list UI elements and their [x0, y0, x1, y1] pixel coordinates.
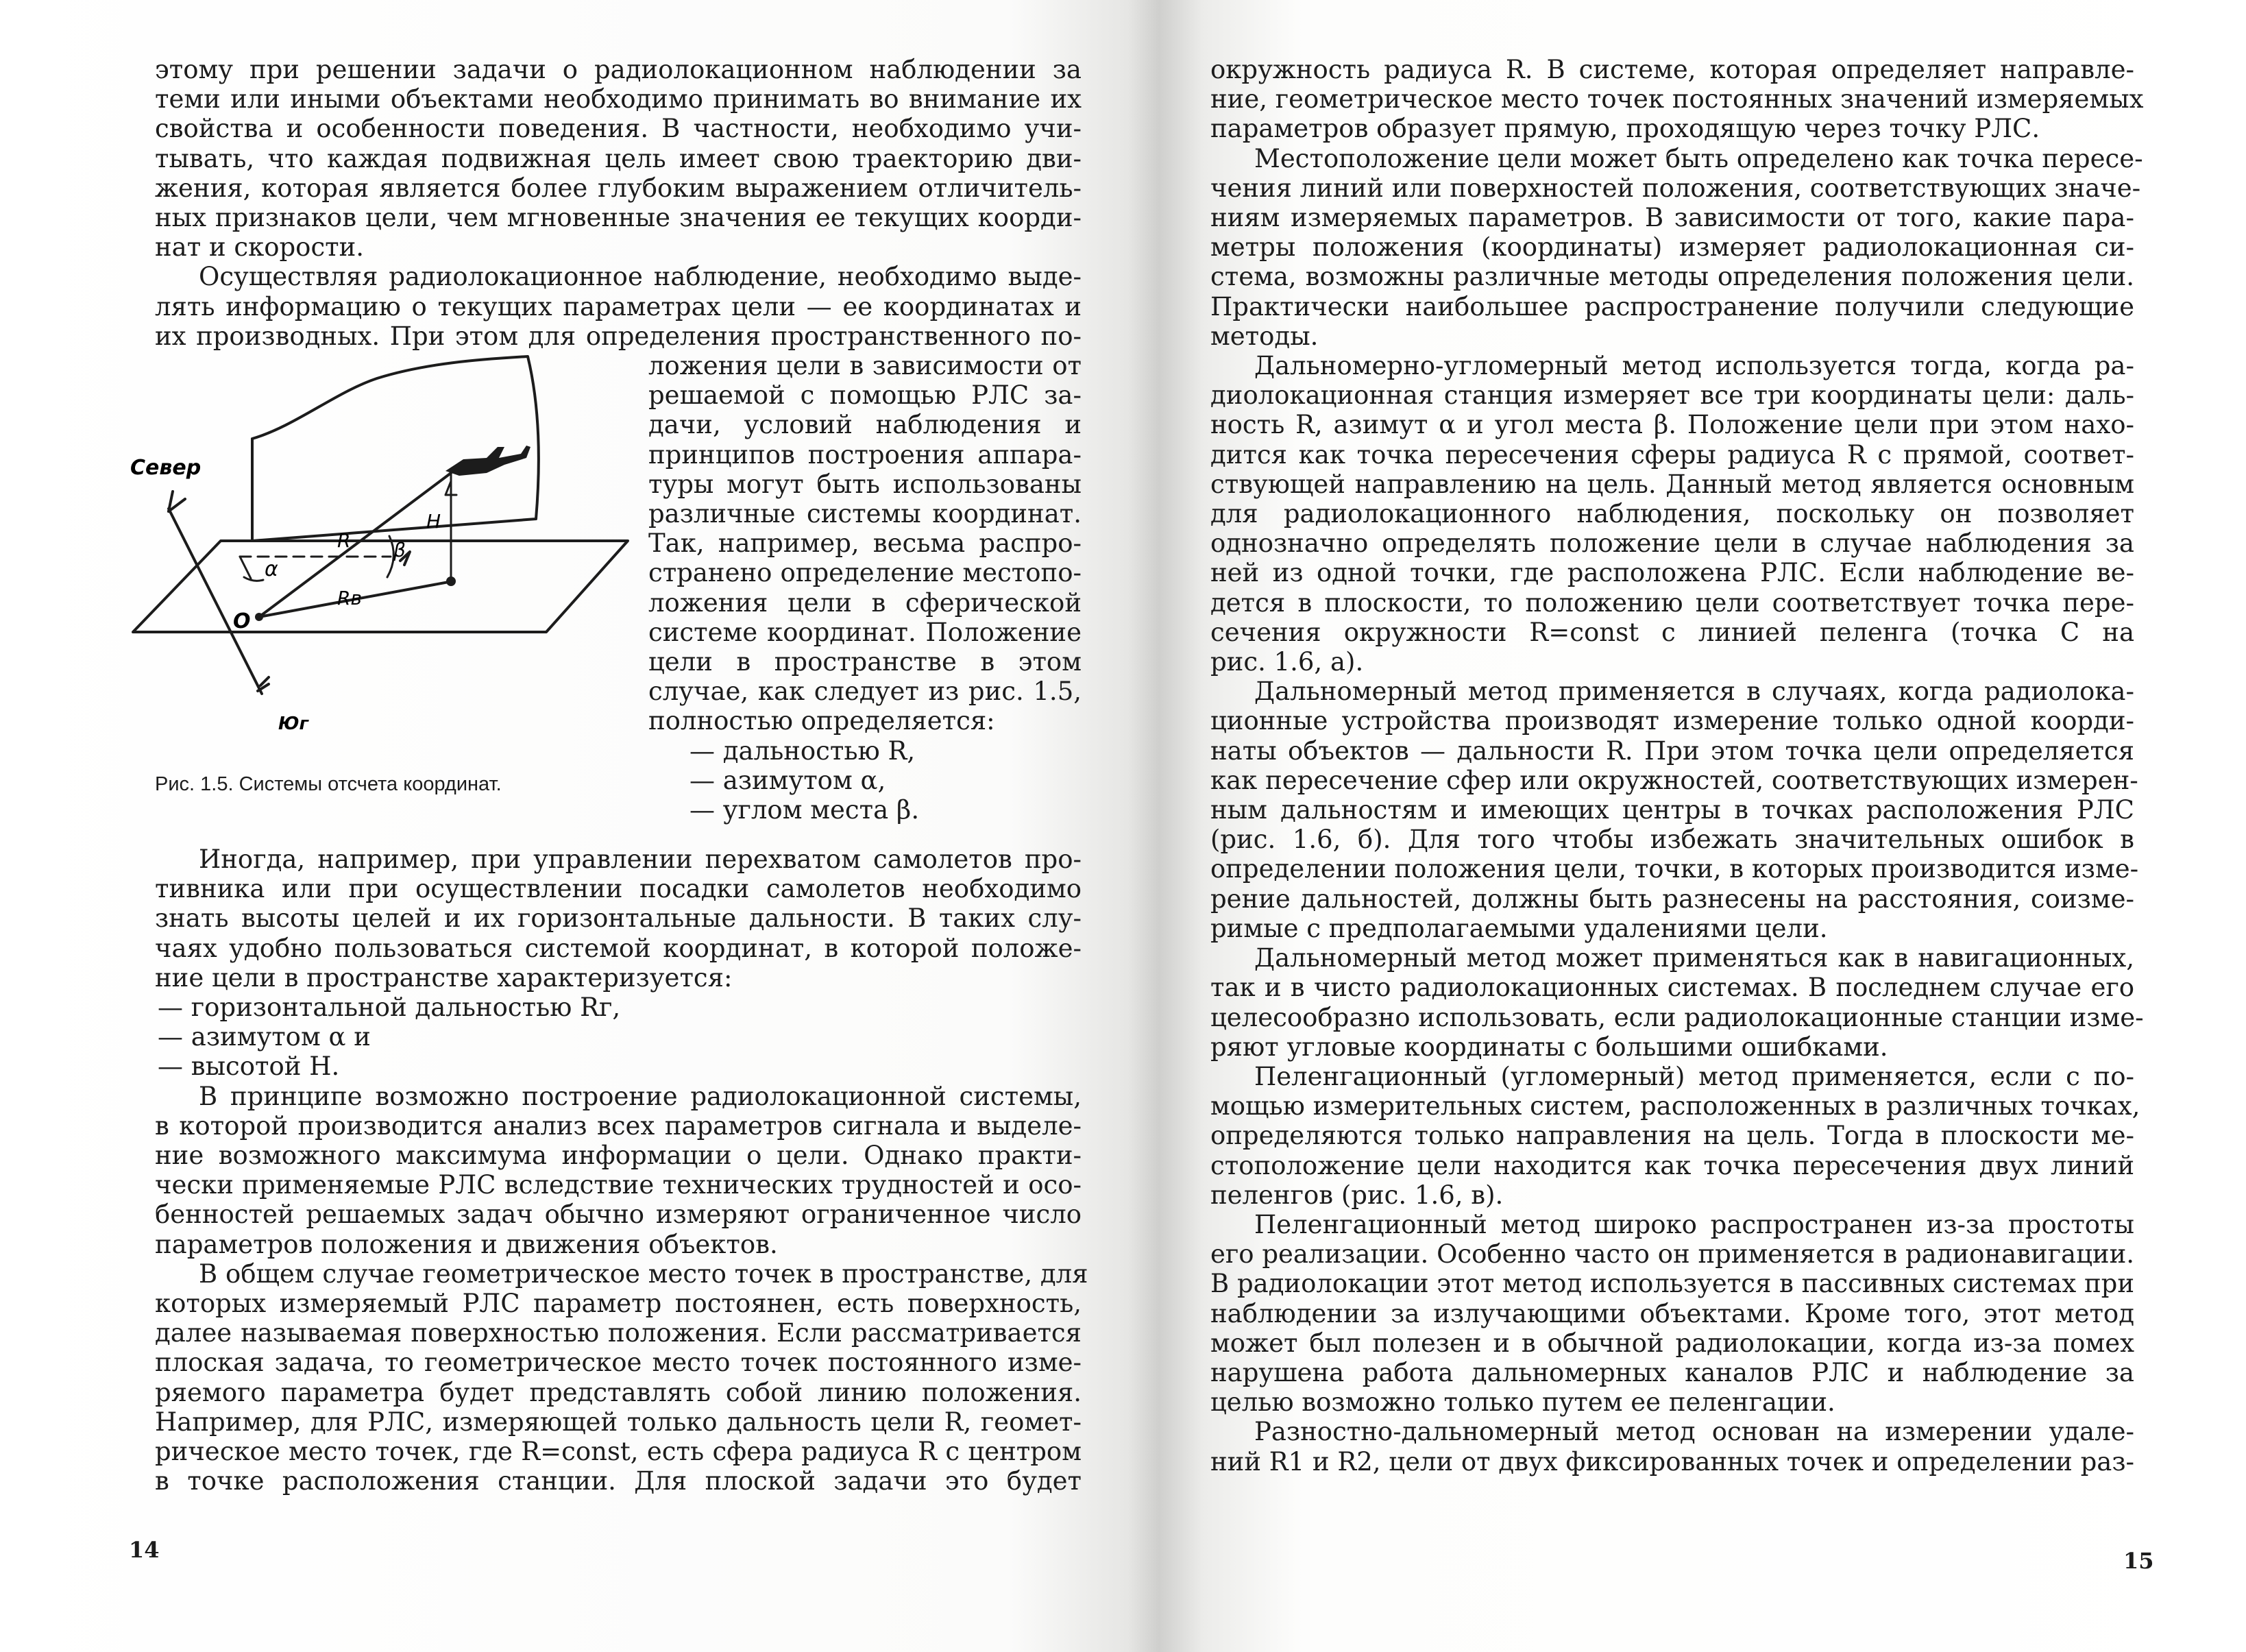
- text-line: этому при решении задачи о радиолокационном наблюдении за: [155, 55, 1082, 84]
- text-line: решаемой с помощью РЛС за-: [648, 380, 1082, 411]
- text-line: наты объектов — дальности R. При этом точка цели определяется: [1210, 736, 2134, 766]
- text-line: ние возможного максимума информации о цели. Однако практи-: [155, 1141, 1082, 1171]
- text-line: Иногда, например, при управлении перехватом самолетов про-: [199, 845, 1082, 874]
- text-line: Дальномерно-угломерный метод используется тогда, когда ра-: [1254, 351, 2134, 381]
- text-line: определяются только направления на цель. Тогда в плоскости ме-: [1210, 1121, 2134, 1151]
- text-line: (рис. 1.6, б). Для того чтобы избежать значительных ошибок в: [1210, 825, 2134, 855]
- text-line: как пересечение сфер или окружностей, соответствующих измерен-: [1210, 765, 2138, 795]
- text-line: ряют угловые координаты с большими ошибками.: [1210, 1032, 1888, 1062]
- text-line: ние, геометрическое место точек постоянных значений измеряемых: [1210, 84, 2144, 114]
- text-line: рение дальностей, должны быть разнесены на расстояния, соизме-: [1210, 884, 2134, 914]
- text-line: так и в чисто радиолокационных системах. В последнем случае его: [1210, 973, 2134, 1003]
- text-line: нат и скорости.: [155, 232, 365, 263]
- text-line: ствующей направлению на цель. Данный метод является основным: [1210, 469, 2134, 499]
- list-item: — углом места β.: [689, 795, 920, 825]
- text-line: их производных. При этом для определения пространственного по-: [155, 321, 1082, 351]
- text-line: ложения цели в зависимости от: [648, 351, 1082, 380]
- text-line: чески применяемые РЛС вследствие технических трудностей и осо-: [155, 1170, 1082, 1200]
- text-line: ность R, азимут α и угол места β. Положение цели при этом нахо-: [1210, 410, 2134, 440]
- text-line: дачи, условий наблюдения и: [648, 410, 1082, 440]
- page-number-left: 14: [129, 1537, 160, 1563]
- text-line: Местоположение цели может быть определено как точка пересе-: [1254, 143, 2143, 173]
- airplane-icon: [445, 446, 530, 476]
- beta-label: β: [393, 539, 406, 561]
- text-line: стоположение цели находится как точка пересечения двух линий: [1210, 1150, 2134, 1180]
- origin-label: O: [233, 609, 251, 633]
- right-page: [1158, 0, 2246, 1652]
- text-line: римые с предполагаемыми удалениями цели.: [1210, 913, 1828, 943]
- text-line: принципов построения аппара-: [648, 439, 1082, 470]
- text-line: параметров образует прямую, проходящую через точку РЛС.: [1210, 114, 2040, 144]
- text-line: Дальномерный метод применяется в случаях, когда радиолока-: [1254, 677, 2134, 707]
- horizontal-range-label: Rв: [337, 587, 362, 609]
- text-line: в точке расположения станции. Для плоской задачи это будет: [155, 1466, 1082, 1496]
- left-block-top: [155, 55, 1082, 351]
- right-block: [1210, 55, 2144, 1477]
- figure-coordinate-systems: [117, 351, 637, 762]
- text-line: ряемого параметра будет представлять собой линию положения.: [155, 1377, 1082, 1407]
- alpha-label: α: [265, 557, 278, 581]
- text-line: Осуществляя радиолокационное наблюдение, необходимо выде-: [199, 262, 1082, 292]
- text-line: определении положения цели, точки, в которых производится изме-: [1210, 854, 2139, 884]
- text-line: нарушена работа дальномерных каналов РЛС и наблюдение за: [1210, 1357, 2134, 1387]
- text-line: теми или иными объектами необходимо принимать во внимание их: [155, 84, 1082, 114]
- text-line: случае, как следует из рис. 1.5,: [648, 677, 1082, 707]
- range-label: R: [337, 529, 351, 552]
- text-line: однозначно определять положение цели в случае наблюдения за: [1210, 529, 2134, 559]
- left-wrap-block: [648, 351, 1082, 825]
- text-line: Например, для РЛС, измеряющей только дальность цели R, геомет-: [155, 1407, 1082, 1437]
- page-number-right: 15: [2123, 1548, 2154, 1574]
- south-label: Юг: [278, 714, 309, 734]
- text-line: дется в плоскости, то положению цели соответствует точка пере-: [1210, 587, 2134, 618]
- text-line: ние цели в пространстве характеризуется:: [155, 962, 733, 993]
- text-line: дится как точка пересечения сферы радиуса R с прямой, соответ-: [1210, 439, 2134, 470]
- text-line: ционные устройства производят измерение только одной коорди-: [1210, 706, 2134, 736]
- left-block-bottom: [155, 845, 1088, 1496]
- text-line: туры могут быть использованы: [648, 469, 1082, 499]
- text-line: целью возможно только путем ее пеленгации.: [1210, 1387, 1835, 1418]
- text-line: цели в пространстве в этом: [648, 647, 1082, 677]
- text-line: В общем случае геометрическое место точек в пространстве, для: [199, 1259, 1088, 1289]
- height-label: H: [426, 510, 441, 533]
- text-line: ний R1 и R2, цели от двух фиксированных точек и определении раз-: [1210, 1446, 2134, 1477]
- text-line: окружность радиуса R. В системе, которая определяет направле-: [1210, 55, 2134, 84]
- text-line: ней из одной точки, где расположена РЛС. Если наблюдение ве-: [1210, 558, 2134, 588]
- text-line: ниям измеряемых параметров. В зависимости от того, какие пара-: [1210, 203, 2134, 233]
- text-line: диолокационная станция измеряет все три координаты цели: даль-: [1210, 380, 2134, 411]
- text-line: стема, возможны различные методы определения положения цели.: [1210, 262, 2134, 292]
- north-south-axis: [169, 509, 262, 694]
- text-line: может был полезен и в обычной радиолокации, когда из-за помех: [1210, 1328, 2134, 1358]
- text-line: тывать, что каждая подвижная цель имеет свою траекторию дви-: [155, 143, 1082, 173]
- text-line: рическое место точек, где R=const, есть сфера радиуса R с центром: [155, 1437, 1082, 1467]
- text-line: тивника или при осуществлении посадки самолетов необходимо: [155, 874, 1082, 904]
- text-line: странено определение местопо-: [648, 558, 1082, 588]
- text-line: целесообразно использовать, если радиолокационные станции изме-: [1210, 1002, 2144, 1032]
- text-line: чаях удобно пользоваться системой координат, в которой положе-: [155, 933, 1082, 963]
- text-line: ных признаков цели, чем мгновенные значения ее текущих коорди-: [155, 203, 1082, 233]
- text-line: параметров положения и движения объектов.: [155, 1229, 778, 1259]
- text-line: мощью измерительных систем, расположенных в различных точках,: [1210, 1091, 2140, 1121]
- text-line: Практически наибольшее распространение получили следующие: [1210, 291, 2134, 321]
- text-line: далее называемая поверхностью положения. Если рассматривается: [155, 1318, 1082, 1348]
- text-line: пеленгов (рис. 1.6, в).: [1210, 1180, 1504, 1210]
- text-line: Разностно-дальномерный метод основан на измерении удале-: [1254, 1417, 2134, 1447]
- list-item: — азимутом α и: [158, 1022, 371, 1052]
- text-line: в которой производится анализ всех параметров сигнала и выделе-: [155, 1110, 1082, 1141]
- coordinate-diagram: [117, 351, 637, 762]
- text-line: лять информацию о текущих параметрах цели — ее координатах и: [155, 291, 1082, 321]
- list-item: — азимутом α,: [689, 765, 886, 795]
- text-line: бенностей решаемых задач обычно измеряют ограниченное число: [155, 1200, 1082, 1230]
- text-line: наблюдении за излучающими объектами. Кроме того, этот метод: [1210, 1298, 2134, 1328]
- text-line: жения, которая является более глубоким выражением отличитель-: [155, 173, 1082, 203]
- text-line: рис. 1.6, а).: [1210, 647, 1364, 677]
- text-line: Так, например, весьма распро-: [648, 529, 1082, 559]
- text-line: ным дальностям и имеющих центры в точках расположения РЛС: [1210, 795, 2134, 825]
- text-line: методы.: [1210, 321, 1319, 351]
- text-line: которых измеряемый РЛС параметр постоянен, есть поверхность,: [155, 1289, 1082, 1319]
- text-line: системе координат. Положение: [648, 617, 1082, 647]
- text-line: чения линий или поверхностей положения, соответствующих значе-: [1210, 173, 2141, 203]
- north-label: Север: [130, 456, 202, 480]
- text-line: В радиолокации этот метод используется в пассивных системах при: [1210, 1269, 2134, 1299]
- figure-caption: Рис. 1.5. Системы отсчета координат.: [155, 773, 502, 795]
- text-line: знать высоты целей и их горизонтальные дальности. В таких слу-: [155, 903, 1082, 934]
- origin-point: [255, 613, 263, 621]
- text-line: плоская задача, то геометрическое место точек постоянного изме-: [155, 1348, 1082, 1378]
- alpha-arc: [244, 577, 263, 581]
- text-line: метры положения (координаты) измеряет радиолокационная си-: [1210, 232, 2134, 263]
- list-item: — высотой H.: [158, 1052, 340, 1082]
- list-item: — горизонтальной дальностью Rг,: [158, 993, 621, 1023]
- text-line: полностью определяется:: [648, 706, 995, 736]
- text-line: для радиолокационного наблюдения, поскольку он позволяет: [1210, 499, 2134, 529]
- text-line: свойства и особенности поведения. В частности, необходимо учи-: [155, 114, 1082, 144]
- text-line: Дальномерный метод может применяться как в навигационных,: [1254, 943, 2134, 973]
- text-line: ложения цели в сферической: [648, 587, 1082, 618]
- text-line: Пеленгационный (угломерный) метод применяется, если с по-: [1254, 1061, 2134, 1091]
- text-line: Пеленгационный метод широко распространен из-за простоты: [1254, 1209, 2134, 1239]
- text-line: сечения окружности R=const с линией пеленга (точка C на: [1210, 617, 2134, 647]
- text-line: его реализации. Особенно часто он применяется в радионавигации.: [1210, 1239, 2134, 1270]
- list-item: — дальностью R,: [689, 736, 916, 766]
- text-line: различные системы координат.: [648, 499, 1082, 529]
- text-line: В принципе возможно построение радиолокационной системы,: [199, 1081, 1082, 1111]
